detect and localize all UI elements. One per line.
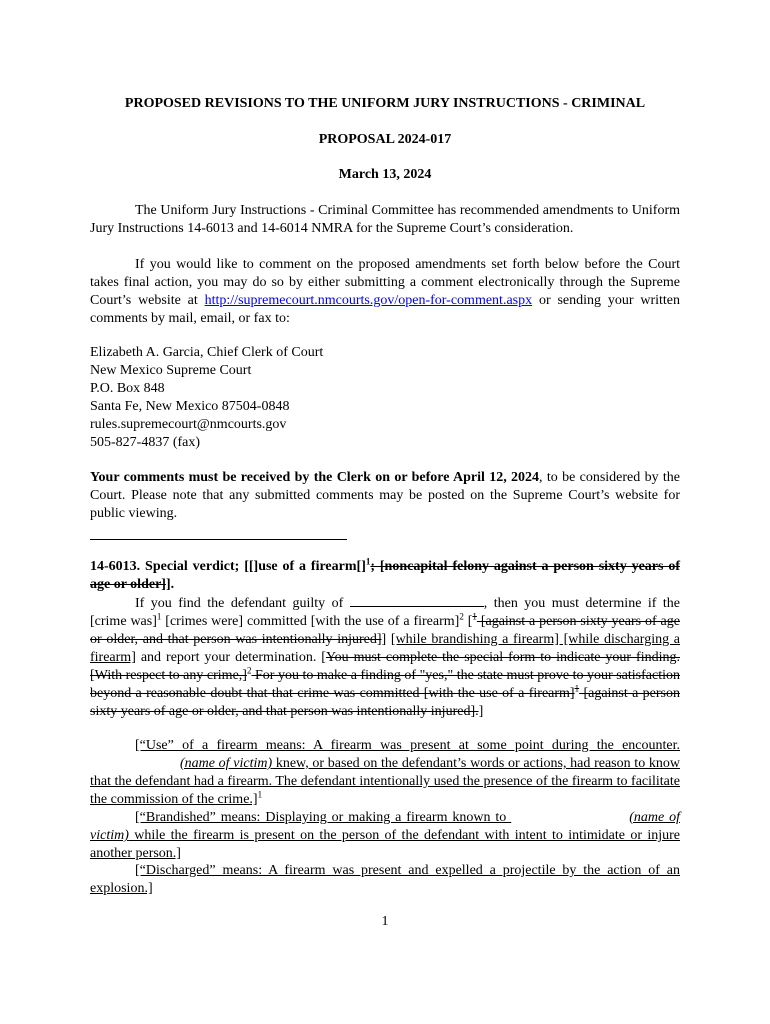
victim-name-blank[interactable] [90,755,180,767]
comment-link[interactable]: http://supremecourt.nmcourts.gov/open-for-comment.aspx [204,293,533,308]
instruction-heading: 14-6013. Special verdict; [[]use of a firearm[]$^1$; [noncapital felony against a person sixty years of age or older]]. [90,556,680,592]
intro-paragraph: The Uniform Jury Instructions - Criminal Committee has recommended amendments to Uniform Jury Instructions 14-6013 and 14-6014 NMRA for the Supreme Court’s consideration. [90,203,680,236]
address-line: Elizabeth A. Garcia, Chief Clerk of Court [90,345,324,360]
comment-paragraph: If you would like to comment on the proposed amendments set forth below before the Court takes final action, you may do so by either submitting a comment electronically through the Supreme Court’s website at http://supremecourt.nmcourts.gov/open-for-comment.aspx or sending your written comments by mail, email, or fax to: [90,257,680,326]
victim-name-blank[interactable] [511,809,629,821]
divider [90,539,347,540]
use-definition: [“Use” of a firearm means: A firearm was present at some point during the encounter. (name of victim) knew, or based on the defendant’s words or actions, had reason to know that the defendant had a firearm. The defendant intentionally used the presence of the firearm to facilitate the commission of the crime.]$^1$ [90,738,680,807]
clerk-address [90,344,680,452]
document-title: PROPOSED REVISIONS TO THE UNIFORM JURY INSTRUCTIONS - CRIMINAL [124,96,646,111]
discharged-definition: [“Discharged” means: A firearm was present and expelled a projectile by the action of an explosion.] [90,863,680,896]
proposal-number: PROPOSAL 2024-017 [318,132,452,147]
address-line: New Mexico Supreme Court [90,363,252,378]
deadline-paragraph: Your comments must be received by the Clerk on or before April 12, 2024, to be considered by the Court. Please note that any submitted comments may be posted on the Supreme Court’s website for public viewing. [90,470,680,521]
instruction-body: If you find the defendant guilty of , then you must determine if the [crime was]$^1$ [crimes were] committed [with the use of a firearm]$^2$ [$^1$ [against a person sixty years of age or older, and that person was intentionally injured]] [while brandishing a firearm] [while discharging a firearm] and report your determination. [You must complete the special form to indicate your finding. [With respect to any crime,]$^2$ For you to make a finding of "yes," the state must prove to your satisfaction beyond a reasonable doubt that that crime was committed [with the use of a firearm]$^1$ [against a person sixty years of age or older, and that person was intentionally injured].] [90,596,680,719]
address-line: Santa Fe, New Mexico 87504-0848 [90,399,290,414]
address-email: rules.supremecourt@nmcourts.gov [90,417,287,432]
brandished-definition: [“Brandished” means: Displaying or making a firearm known to (name of victim) while the firearm is present on the person of the defendant with intent to intimidate or injure another person.] [90,810,680,861]
address-line: P.O. Box 848 [90,381,165,396]
page-number: 1 [381,914,389,929]
defendant-crime-blank[interactable] [350,594,484,607]
address-fax: 505-827-4837 (fax) [90,435,201,450]
proposal-date: March 13, 2024 [338,167,432,182]
